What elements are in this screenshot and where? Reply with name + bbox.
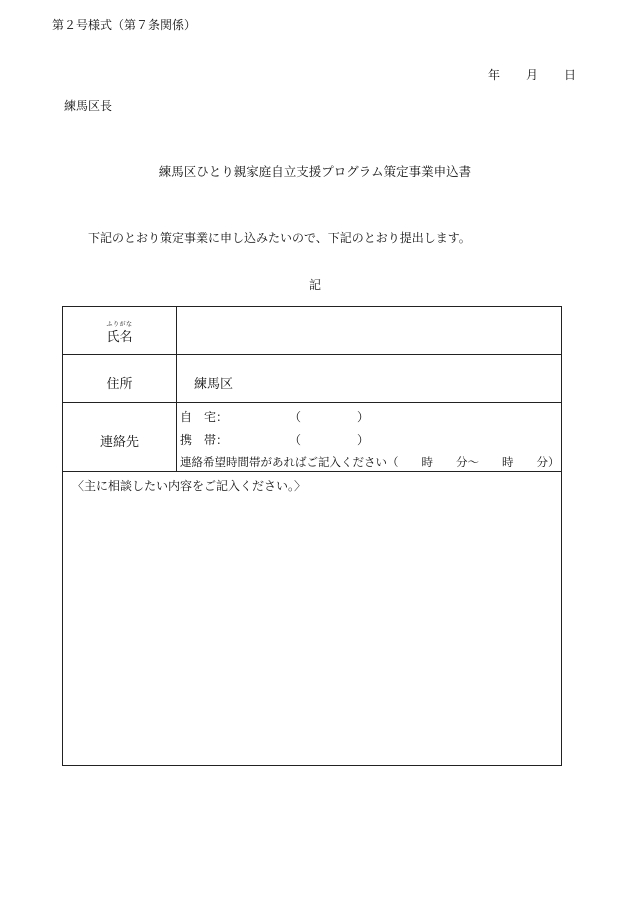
home-phone-paren-open: （ — [289, 410, 302, 424]
application-form-table — [62, 306, 562, 766]
row-divider — [63, 402, 561, 403]
date-year[interactable]: 年 — [487, 68, 500, 82]
addressee: 練馬区長 — [64, 99, 113, 113]
address-field[interactable]: 練馬区 — [194, 377, 234, 392]
row-divider — [63, 354, 561, 355]
date-day[interactable]: 日 — [563, 68, 576, 82]
mobile-phone-paren-open: （ — [289, 433, 302, 447]
mobile-phone-paren-close: ） — [357, 433, 370, 447]
form-number: 第２号様式（第７条関係） — [52, 18, 197, 32]
home-phone-label: 自 宅： — [180, 410, 229, 424]
intro-text: 下記のとおり策定事業に申し込みたいので、下記のとおり提出します。 — [88, 231, 471, 245]
mobile-phone-line[interactable] — [180, 431, 370, 448]
furigana-label: ふりがな — [106, 321, 133, 328]
consultation-label: 〈主に相談したい内容をご記入ください。〉 — [72, 479, 307, 493]
date-line — [488, 66, 576, 83]
name-label: 氏名 — [106, 330, 133, 345]
document-title: 練馬区ひとり親家庭自立支援プログラム策定事業申込書 — [158, 164, 472, 179]
consultation-field[interactable] — [63, 472, 561, 765]
name-field[interactable] — [177, 307, 561, 354]
preferred-contact-time[interactable]: 連絡希望時間帯があればご記入ください（ 時 分～ 時 分） — [180, 455, 560, 469]
date-month[interactable]: 月 — [525, 68, 538, 82]
contact-label: 連絡先 — [99, 435, 139, 450]
address-label: 住所 — [106, 377, 133, 392]
ki-heading: 記 — [308, 278, 321, 292]
home-phone-line[interactable] — [180, 408, 370, 425]
home-phone-paren-close: ） — [357, 410, 370, 424]
mobile-phone-label: 携 帯： — [180, 433, 229, 447]
